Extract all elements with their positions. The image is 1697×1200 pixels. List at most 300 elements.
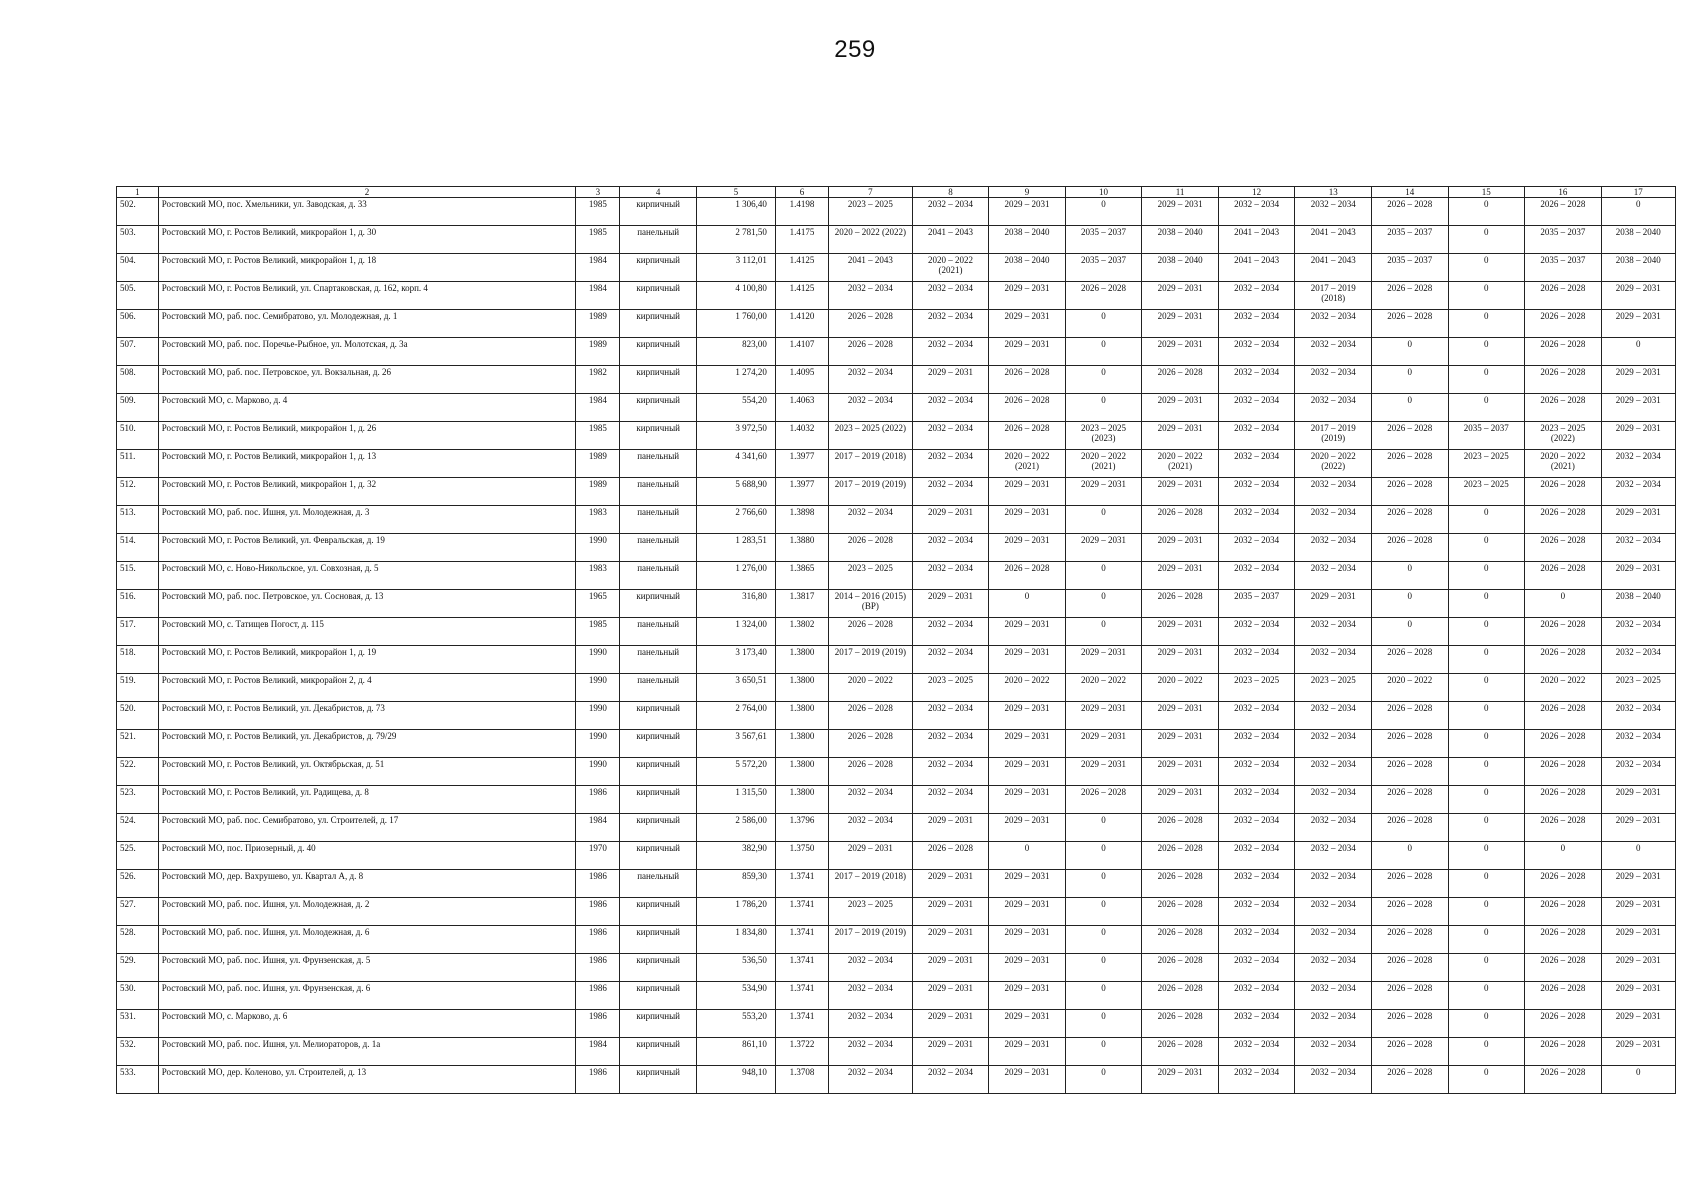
table-cell-col-13: 2032 – 2034 xyxy=(1295,310,1372,338)
table-cell-col-7: 2032 – 2034 xyxy=(829,282,913,310)
table-cell-col-3: 1983 xyxy=(576,506,620,534)
table-cell-col-2: Ростовский МО, г. Ростов Великий, ул. Радищева, д. 8 xyxy=(158,786,576,814)
table-cell-col-10: 2020 – 2022 (2021) xyxy=(1065,450,1142,478)
table-cell-col-1: 530. xyxy=(117,982,159,1010)
table-cell-col-12: 2032 – 2034 xyxy=(1218,842,1295,870)
table-cell-col-6: 1.3800 xyxy=(775,730,828,758)
table-cell-col-9: 2029 – 2031 xyxy=(989,534,1066,562)
table-cell-col-15: 0 xyxy=(1448,394,1525,422)
column-header-3: 3 xyxy=(576,187,620,198)
table-cell-col-17: 2032 – 2034 xyxy=(1601,702,1675,730)
table-cell-col-11: 2026 – 2028 xyxy=(1142,366,1219,394)
table-cell-col-9: 2029 – 2031 xyxy=(989,898,1066,926)
table-cell-col-14: 2026 – 2028 xyxy=(1371,282,1448,310)
table-cell-col-13: 2041 – 2043 xyxy=(1295,254,1372,282)
table-cell-col-10: 0 xyxy=(1065,506,1142,534)
table-cell-col-12: 2032 – 2034 xyxy=(1218,1010,1295,1038)
table-cell-col-3: 1986 xyxy=(576,954,620,982)
table-cell-col-10: 2029 – 2031 xyxy=(1065,730,1142,758)
table-cell-col-14: 2026 – 2028 xyxy=(1371,926,1448,954)
table-cell-col-8: 2029 – 2031 xyxy=(912,898,989,926)
table-cell-col-9: 2029 – 2031 xyxy=(989,1038,1066,1066)
table-cell-col-5: 536,50 xyxy=(696,954,775,982)
table-cell-col-9: 2026 – 2028 xyxy=(989,394,1066,422)
table-cell-col-5: 554,20 xyxy=(696,394,775,422)
table-cell-col-15: 0 xyxy=(1448,814,1525,842)
table-cell-col-11: 2026 – 2028 xyxy=(1142,898,1219,926)
table-cell-col-9: 2026 – 2028 xyxy=(989,422,1066,450)
table-cell-col-7: 2032 – 2034 xyxy=(829,814,913,842)
table-row xyxy=(117,590,1676,618)
table-cell-col-11: 2029 – 2031 xyxy=(1142,478,1219,506)
table-cell-col-6: 1.3796 xyxy=(775,814,828,842)
table-cell-col-14: 2026 – 2028 xyxy=(1371,730,1448,758)
table-cell-col-17: 2029 – 2031 xyxy=(1601,394,1675,422)
table-cell-col-16: 2026 – 2028 xyxy=(1525,310,1602,338)
table-cell-col-1: 533. xyxy=(117,1066,159,1094)
table-cell-col-14: 2026 – 2028 xyxy=(1371,898,1448,926)
table-cell-col-5: 1 834,80 xyxy=(696,926,775,954)
table-cell-col-1: 532. xyxy=(117,1038,159,1066)
table-cell-col-7: 2026 – 2028 xyxy=(829,338,913,366)
table-cell-col-7: 2032 – 2034 xyxy=(829,1038,913,1066)
table-cell-col-3: 1990 xyxy=(576,534,620,562)
table-cell-col-13: 2041 – 2043 xyxy=(1295,226,1372,254)
table-cell-col-8: 2032 – 2034 xyxy=(912,394,989,422)
table-cell-col-15: 0 xyxy=(1448,310,1525,338)
table-cell-col-4: панельный xyxy=(620,870,697,898)
table-cell-col-17: 2032 – 2034 xyxy=(1601,450,1675,478)
table-cell-col-13: 2032 – 2034 xyxy=(1295,366,1372,394)
table-cell-col-8: 2029 – 2031 xyxy=(912,1038,989,1066)
table-cell-col-10: 0 xyxy=(1065,590,1142,618)
table-cell-col-5: 3 650,51 xyxy=(696,674,775,702)
table-cell-col-6: 1.3741 xyxy=(775,954,828,982)
table-cell-col-8: 2032 – 2034 xyxy=(912,338,989,366)
table-cell-col-10: 0 xyxy=(1065,394,1142,422)
table-cell-col-3: 1986 xyxy=(576,870,620,898)
table-cell-col-12: 2032 – 2034 xyxy=(1218,618,1295,646)
table-row xyxy=(117,226,1676,254)
table-cell-col-1: 502. xyxy=(117,198,159,226)
table-cell-col-9: 2026 – 2028 xyxy=(989,562,1066,590)
column-header-5: 5 xyxy=(696,187,775,198)
table-cell-col-13: 2032 – 2034 xyxy=(1295,982,1372,1010)
table-cell-col-13: 2020 – 2022 (2022) xyxy=(1295,450,1372,478)
table-row xyxy=(117,730,1676,758)
table-cell-col-15: 0 xyxy=(1448,758,1525,786)
table-cell-col-2: Ростовский МО, г. Ростов Великий, микрорайон 1, д. 18 xyxy=(158,254,576,282)
table-cell-col-10: 2029 – 2031 xyxy=(1065,646,1142,674)
table-cell-col-2: Ростовский МО, г. Ростов Великий, микрорайон 1, д. 32 xyxy=(158,478,576,506)
table-cell-col-10: 0 xyxy=(1065,870,1142,898)
table-cell-col-8: 2032 – 2034 xyxy=(912,198,989,226)
table-cell-col-1: 511. xyxy=(117,450,159,478)
table-cell-col-17: 0 xyxy=(1601,338,1675,366)
column-header-12: 12 xyxy=(1218,187,1295,198)
column-header-10: 10 xyxy=(1065,187,1142,198)
table-cell-col-16: 2026 – 2028 xyxy=(1525,1038,1602,1066)
table-cell-col-4: кирпичный xyxy=(620,842,697,870)
table-cell-col-9: 2029 – 2031 xyxy=(989,1010,1066,1038)
table-cell-col-9: 2038 – 2040 xyxy=(989,226,1066,254)
table-cell-col-10: 0 xyxy=(1065,310,1142,338)
table-cell-col-7: 2023 – 2025 (2022) xyxy=(829,422,913,450)
table-cell-col-12: 2032 – 2034 xyxy=(1218,198,1295,226)
table-cell-col-6: 1.3880 xyxy=(775,534,828,562)
table-cell-col-1: 523. xyxy=(117,786,159,814)
table-cell-col-6: 1.4125 xyxy=(775,254,828,282)
table-cell-col-7: 2029 – 2031 xyxy=(829,842,913,870)
table-cell-col-7: 2026 – 2028 xyxy=(829,534,913,562)
table-cell-col-14: 0 xyxy=(1371,842,1448,870)
table-cell-col-8: 2029 – 2031 xyxy=(912,366,989,394)
table-cell-col-5: 5 688,90 xyxy=(696,478,775,506)
table-cell-col-3: 1984 xyxy=(576,814,620,842)
table-cell-col-4: кирпичный xyxy=(620,198,697,226)
table-cell-col-17: 2029 – 2031 xyxy=(1601,506,1675,534)
table-cell-col-14: 2035 – 2037 xyxy=(1371,254,1448,282)
table-cell-col-1: 519. xyxy=(117,674,159,702)
table-cell-col-17: 2029 – 2031 xyxy=(1601,954,1675,982)
table-cell-col-17: 2032 – 2034 xyxy=(1601,646,1675,674)
table-cell-col-8: 2023 – 2025 xyxy=(912,674,989,702)
table-cell-col-5: 5 572,20 xyxy=(696,758,775,786)
table-cell-col-14: 2026 – 2028 xyxy=(1371,1066,1448,1094)
table-cell-col-2: Ростовский МО, г. Ростов Великий, ул. Декабристов, д. 79/29 xyxy=(158,730,576,758)
table-cell-col-14: 2026 – 2028 xyxy=(1371,1038,1448,1066)
table-cell-col-5: 2 586,00 xyxy=(696,814,775,842)
table-cell-col-5: 3 972,50 xyxy=(696,422,775,450)
table-cell-col-10: 2035 – 2037 xyxy=(1065,254,1142,282)
table-cell-col-14: 2026 – 2028 xyxy=(1371,478,1448,506)
table-cell-col-5: 859,30 xyxy=(696,870,775,898)
table-cell-col-15: 0 xyxy=(1448,926,1525,954)
table-cell-col-10: 0 xyxy=(1065,618,1142,646)
table-cell-col-5: 316,80 xyxy=(696,590,775,618)
table-cell-col-10: 0 xyxy=(1065,1010,1142,1038)
table-cell-col-9: 0 xyxy=(989,842,1066,870)
table-cell-col-10: 0 xyxy=(1065,814,1142,842)
table-cell-col-4: кирпичный xyxy=(620,366,697,394)
table-cell-col-16: 2026 – 2028 xyxy=(1525,534,1602,562)
table-cell-col-6: 1.3800 xyxy=(775,786,828,814)
table-cell-col-8: 2032 – 2034 xyxy=(912,282,989,310)
table-cell-col-2: Ростовский МО, раб. пос. Ишня, ул. Молодежная, д. 6 xyxy=(158,926,576,954)
table-cell-col-2: Ростовский МО, раб. пос. Ишня, ул. Молодежная, д. 2 xyxy=(158,898,576,926)
table-cell-col-4: кирпичный xyxy=(620,730,697,758)
table-cell-col-14: 2026 – 2028 xyxy=(1371,422,1448,450)
table-cell-col-2: Ростовский МО, раб. пос. Петровское, ул. Вокзальная, д. 26 xyxy=(158,366,576,394)
table-cell-col-2: Ростовский МО, с. Татищев Погост, д. 115 xyxy=(158,618,576,646)
table-cell-col-9: 2029 – 2031 xyxy=(989,1066,1066,1094)
table-cell-col-1: 528. xyxy=(117,926,159,954)
table-cell-col-11: 2029 – 2031 xyxy=(1142,758,1219,786)
table-cell-col-7: 2032 – 2034 xyxy=(829,506,913,534)
table-cell-col-14: 2026 – 2028 xyxy=(1371,786,1448,814)
table-cell-col-1: 505. xyxy=(117,282,159,310)
table-cell-col-15: 2023 – 2025 xyxy=(1448,450,1525,478)
table-cell-col-1: 514. xyxy=(117,534,159,562)
table-cell-col-5: 2 781,50 xyxy=(696,226,775,254)
table-cell-col-11: 2029 – 2031 xyxy=(1142,786,1219,814)
table-cell-col-2: Ростовский МО, раб. пос. Ишня, ул. Фрунзенская, д. 5 xyxy=(158,954,576,982)
table-cell-col-15: 0 xyxy=(1448,954,1525,982)
table-row xyxy=(117,366,1676,394)
table-cell-col-11: 2029 – 2031 xyxy=(1142,702,1219,730)
table-cell-col-1: 526. xyxy=(117,870,159,898)
table-row xyxy=(117,842,1676,870)
table-cell-col-4: кирпичный xyxy=(620,982,697,1010)
table-cell-col-3: 1984 xyxy=(576,1038,620,1066)
table-cell-col-15: 0 xyxy=(1448,674,1525,702)
table-cell-col-12: 2032 – 2034 xyxy=(1218,534,1295,562)
table-cell-col-1: 522. xyxy=(117,758,159,786)
table-cell-col-8: 2041 – 2043 xyxy=(912,226,989,254)
table-cell-col-2: Ростовский МО, г. Ростов Великий, ул. Декабристов, д. 73 xyxy=(158,702,576,730)
table-cell-col-3: 1986 xyxy=(576,786,620,814)
table-cell-col-16: 2026 – 2028 xyxy=(1525,870,1602,898)
column-header-4: 4 xyxy=(620,187,697,198)
table-row xyxy=(117,562,1676,590)
column-header-16: 16 xyxy=(1525,187,1602,198)
table-cell-col-10: 2020 – 2022 xyxy=(1065,674,1142,702)
table-cell-col-12: 2032 – 2034 xyxy=(1218,1038,1295,1066)
table-cell-col-4: панельный xyxy=(620,506,697,534)
table-cell-col-1: 516. xyxy=(117,590,159,618)
table-cell-col-15: 0 xyxy=(1448,562,1525,590)
table-cell-col-17: 2029 – 2031 xyxy=(1601,422,1675,450)
table-cell-col-9: 2026 – 2028 xyxy=(989,366,1066,394)
table-cell-col-3: 1982 xyxy=(576,366,620,394)
column-header-15: 15 xyxy=(1448,187,1525,198)
table-cell-col-17: 2038 – 2040 xyxy=(1601,254,1675,282)
table-cell-col-15: 2023 – 2025 xyxy=(1448,478,1525,506)
table-cell-col-15: 2035 – 2037 xyxy=(1448,422,1525,450)
table-row xyxy=(117,786,1676,814)
table-cell-col-9: 2029 – 2031 xyxy=(989,786,1066,814)
table-row xyxy=(117,282,1676,310)
table-cell-col-4: кирпичный xyxy=(620,394,697,422)
table-cell-col-10: 2023 – 2025 (2023) xyxy=(1065,422,1142,450)
table-cell-col-8: 2032 – 2034 xyxy=(912,562,989,590)
table-cell-col-17: 0 xyxy=(1601,1066,1675,1094)
table-cell-col-8: 2032 – 2034 xyxy=(912,450,989,478)
table-cell-col-13: 2032 – 2034 xyxy=(1295,618,1372,646)
table-cell-col-11: 2026 – 2028 xyxy=(1142,1038,1219,1066)
table-cell-col-13: 2032 – 2034 xyxy=(1295,506,1372,534)
table-cell-col-15: 0 xyxy=(1448,506,1525,534)
table-cell-col-13: 2032 – 2034 xyxy=(1295,898,1372,926)
table-cell-col-10: 0 xyxy=(1065,898,1142,926)
table-cell-col-9: 2029 – 2031 xyxy=(989,982,1066,1010)
table-cell-col-13: 2032 – 2034 xyxy=(1295,926,1372,954)
table-cell-col-16: 2020 – 2022 xyxy=(1525,674,1602,702)
table-cell-col-3: 1984 xyxy=(576,254,620,282)
table-cell-col-10: 0 xyxy=(1065,562,1142,590)
table-cell-col-11: 2026 – 2028 xyxy=(1142,954,1219,982)
table-cell-col-17: 2029 – 2031 xyxy=(1601,870,1675,898)
table-cell-col-16: 2026 – 2028 xyxy=(1525,618,1602,646)
table-cell-col-6: 1.3741 xyxy=(775,1010,828,1038)
column-header-17: 17 xyxy=(1601,187,1675,198)
table-body xyxy=(117,198,1676,1094)
table-cell-col-11: 2029 – 2031 xyxy=(1142,1066,1219,1094)
table-cell-col-9: 2029 – 2031 xyxy=(989,926,1066,954)
table-cell-col-17: 2029 – 2031 xyxy=(1601,282,1675,310)
table-cell-col-5: 3 112,01 xyxy=(696,254,775,282)
table-cell-col-6: 1.4125 xyxy=(775,282,828,310)
table-cell-col-4: кирпичный xyxy=(620,926,697,954)
table-cell-col-3: 1983 xyxy=(576,562,620,590)
table-cell-col-12: 2032 – 2034 xyxy=(1218,898,1295,926)
table-cell-col-2: Ростовский МО, г. Ростов Великий, ул. Спартаковская, д. 162, корп. 4 xyxy=(158,282,576,310)
table-row xyxy=(117,898,1676,926)
table-cell-col-2: Ростовский МО, раб. пос. Семибратово, ул. Молодежная, д. 1 xyxy=(158,310,576,338)
table-cell-col-1: 508. xyxy=(117,366,159,394)
table-cell-col-12: 2032 – 2034 xyxy=(1218,926,1295,954)
table-cell-col-3: 1986 xyxy=(576,1066,620,1094)
table-row xyxy=(117,814,1676,842)
table-cell-col-4: кирпичный xyxy=(620,898,697,926)
table-cell-col-15: 0 xyxy=(1448,282,1525,310)
table-cell-col-4: панельный xyxy=(620,534,697,562)
table-cell-col-9: 2029 – 2031 xyxy=(989,702,1066,730)
table-cell-col-13: 2032 – 2034 xyxy=(1295,842,1372,870)
table-cell-col-16: 2026 – 2028 xyxy=(1525,814,1602,842)
table-cell-col-16: 2026 – 2028 xyxy=(1525,1010,1602,1038)
table-cell-col-6: 1.3750 xyxy=(775,842,828,870)
table-cell-col-8: 2032 – 2034 xyxy=(912,730,989,758)
table-cell-col-13: 2029 – 2031 xyxy=(1295,590,1372,618)
table-cell-col-4: кирпичный xyxy=(620,590,697,618)
table-row xyxy=(117,310,1676,338)
table-row xyxy=(117,758,1676,786)
table-cell-col-12: 2032 – 2034 xyxy=(1218,646,1295,674)
table-cell-col-9: 2020 – 2022 xyxy=(989,674,1066,702)
table-cell-col-8: 2032 – 2034 xyxy=(912,758,989,786)
table-cell-col-10: 0 xyxy=(1065,982,1142,1010)
table-cell-col-2: Ростовский МО, с. Ново-Никольское, ул. Совхозная, д. 5 xyxy=(158,562,576,590)
table-row xyxy=(117,926,1676,954)
table-cell-col-9: 2029 – 2031 xyxy=(989,954,1066,982)
table-cell-col-1: 527. xyxy=(117,898,159,926)
table-cell-col-2: Ростовский МО, раб. пос. Ишня, ул. Фрунзенская, д. 6 xyxy=(158,982,576,1010)
table-cell-col-13: 2032 – 2034 xyxy=(1295,478,1372,506)
table-cell-col-7: 2032 – 2034 xyxy=(829,1066,913,1094)
table-cell-col-2: Ростовский МО, раб. пос. Ишня, ул. Молодежная, д. 3 xyxy=(158,506,576,534)
table-cell-col-7: 2041 – 2043 xyxy=(829,254,913,282)
table-cell-col-11: 2029 – 2031 xyxy=(1142,534,1219,562)
table-cell-col-16: 2026 – 2028 xyxy=(1525,1066,1602,1094)
table-cell-col-16: 2026 – 2028 xyxy=(1525,562,1602,590)
table-cell-col-7: 2020 – 2022 (2022) xyxy=(829,226,913,254)
table-cell-col-6: 1.3800 xyxy=(775,702,828,730)
table-cell-col-1: 507. xyxy=(117,338,159,366)
table-cell-col-2: Ростовский МО, г. Ростов Великий, ул. Февральская, д. 19 xyxy=(158,534,576,562)
table-cell-col-15: 0 xyxy=(1448,870,1525,898)
table-cell-col-8: 2032 – 2034 xyxy=(912,702,989,730)
table-cell-col-11: 2020 – 2022 xyxy=(1142,674,1219,702)
table-cell-col-11: 2026 – 2028 xyxy=(1142,926,1219,954)
table-row xyxy=(117,982,1676,1010)
table-cell-col-9: 2029 – 2031 xyxy=(989,646,1066,674)
table-cell-col-8: 2029 – 2031 xyxy=(912,590,989,618)
table-cell-col-1: 506. xyxy=(117,310,159,338)
table-cell-col-5: 2 766,60 xyxy=(696,506,775,534)
table-cell-col-14: 0 xyxy=(1371,366,1448,394)
table-cell-col-14: 2026 – 2028 xyxy=(1371,702,1448,730)
table-cell-col-8: 2032 – 2034 xyxy=(912,618,989,646)
table-cell-col-14: 2026 – 2028 xyxy=(1371,758,1448,786)
table-cell-col-7: 2032 – 2034 xyxy=(829,394,913,422)
table-cell-col-15: 0 xyxy=(1448,366,1525,394)
table-cell-col-10: 2029 – 2031 xyxy=(1065,534,1142,562)
table-cell-col-12: 2032 – 2034 xyxy=(1218,338,1295,366)
table-cell-col-11: 2029 – 2031 xyxy=(1142,310,1219,338)
table-cell-col-4: кирпичный xyxy=(620,254,697,282)
table-cell-col-13: 2032 – 2034 xyxy=(1295,730,1372,758)
table-cell-col-7: 2023 – 2025 xyxy=(829,562,913,590)
table-cell-col-4: кирпичный xyxy=(620,954,697,982)
table-cell-col-4: панельный xyxy=(620,450,697,478)
table-row xyxy=(117,1010,1676,1038)
housing-schedule-table-wrap xyxy=(116,186,1676,1094)
table-cell-col-12: 2032 – 2034 xyxy=(1218,422,1295,450)
table-cell-col-14: 2026 – 2028 xyxy=(1371,1010,1448,1038)
table-cell-col-9: 2029 – 2031 xyxy=(989,870,1066,898)
table-cell-col-12: 2041 – 2043 xyxy=(1218,254,1295,282)
table-cell-col-14: 2026 – 2028 xyxy=(1371,814,1448,842)
table-cell-col-7: 2026 – 2028 xyxy=(829,758,913,786)
table-cell-col-2: Ростовский МО, г. Ростов Великий, ул. Октябрьская, д. 51 xyxy=(158,758,576,786)
table-cell-col-11: 2029 – 2031 xyxy=(1142,282,1219,310)
table-row xyxy=(117,1038,1676,1066)
table-cell-col-8: 2029 – 2031 xyxy=(912,506,989,534)
column-header-6: 6 xyxy=(775,187,828,198)
table-cell-col-11: 2029 – 2031 xyxy=(1142,562,1219,590)
table-cell-col-13: 2032 – 2034 xyxy=(1295,758,1372,786)
table-cell-col-11: 2026 – 2028 xyxy=(1142,590,1219,618)
table-cell-col-11: 2029 – 2031 xyxy=(1142,338,1219,366)
table-cell-col-17: 2029 – 2031 xyxy=(1601,310,1675,338)
table-cell-col-2: Ростовский МО, г. Ростов Великий, микрорайон 1, д. 30 xyxy=(158,226,576,254)
table-cell-col-8: 2032 – 2034 xyxy=(912,786,989,814)
table-cell-col-6: 1.3800 xyxy=(775,674,828,702)
table-cell-col-11: 2026 – 2028 xyxy=(1142,870,1219,898)
table-cell-col-17: 2029 – 2031 xyxy=(1601,926,1675,954)
table-header-row xyxy=(117,187,1676,198)
table-cell-col-17: 2038 – 2040 xyxy=(1601,226,1675,254)
table-cell-col-10: 0 xyxy=(1065,338,1142,366)
table-cell-col-2: Ростовский МО, г. Ростов Великий, микрорайон 1, д. 19 xyxy=(158,646,576,674)
column-header-11: 11 xyxy=(1142,187,1219,198)
table-cell-col-16: 2026 – 2028 xyxy=(1525,982,1602,1010)
table-cell-col-2: Ростовский МО, с. Марково, д. 4 xyxy=(158,394,576,422)
table-cell-col-13: 2032 – 2034 xyxy=(1295,870,1372,898)
table-cell-col-5: 823,00 xyxy=(696,338,775,366)
table-cell-col-16: 2026 – 2028 xyxy=(1525,954,1602,982)
table-cell-col-15: 0 xyxy=(1448,226,1525,254)
table-cell-col-2: Ростовский МО, раб. пос. Поречье-Рыбное, ул. Молотская, д. 3а xyxy=(158,338,576,366)
table-cell-col-3: 1990 xyxy=(576,646,620,674)
table-cell-col-15: 0 xyxy=(1448,338,1525,366)
table-cell-col-9: 2029 – 2031 xyxy=(989,506,1066,534)
table-cell-col-17: 2029 – 2031 xyxy=(1601,1038,1675,1066)
table-cell-col-6: 1.4032 xyxy=(775,422,828,450)
table-cell-col-17: 2032 – 2034 xyxy=(1601,618,1675,646)
table-cell-col-8: 2032 – 2034 xyxy=(912,534,989,562)
